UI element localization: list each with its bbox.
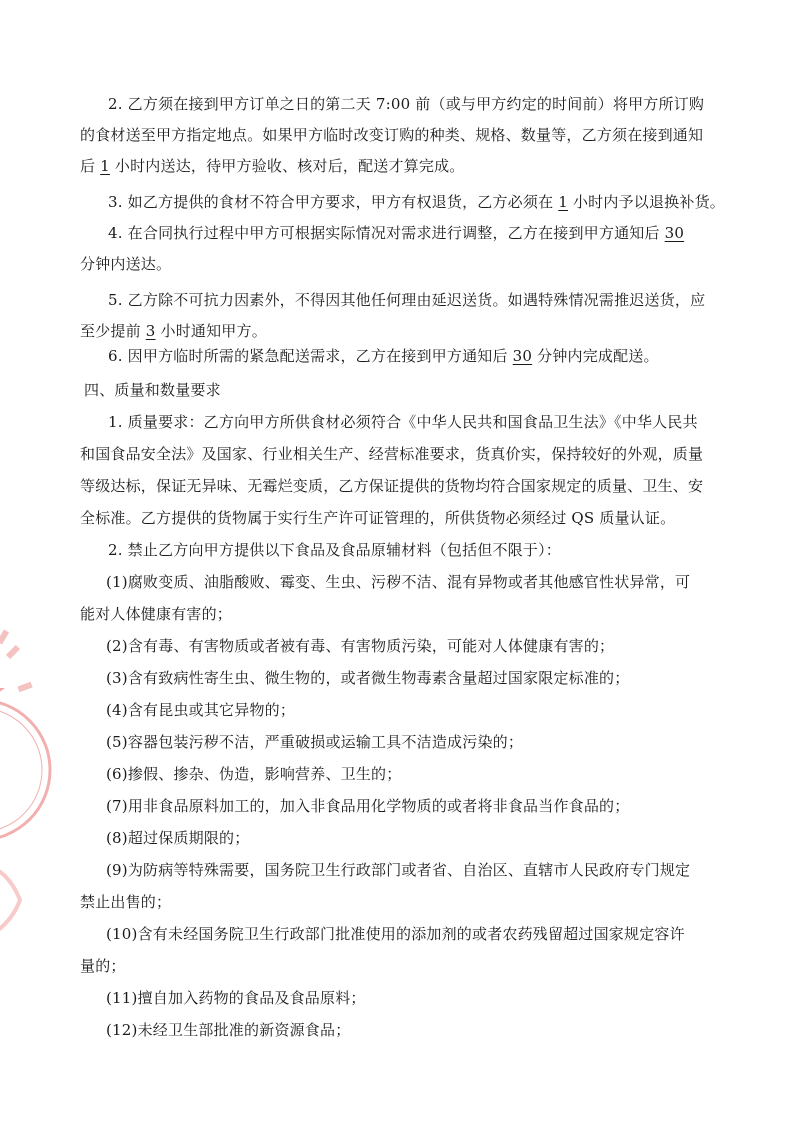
delivery-item-5-line-2 [80, 321, 267, 341]
prohibited-item-1-line-2: 能对人体健康有害的； [80, 605, 233, 623]
underlined-number: 1 [558, 193, 569, 211]
delivery-item-3 [108, 192, 725, 212]
text-segment: 小时通知甲方。 [155, 322, 267, 340]
text-segment: 6. 因甲方临时所需的紧急配送需求，乙方在接到甲方通知后 [108, 347, 513, 365]
text-segment: 至少提前 [80, 322, 146, 340]
text-segment: 小时内送达，待甲方验收、核对后，配送才算完成。 [109, 157, 465, 175]
official-seal [0, 600, 55, 960]
prohibited-item-12: (12)未经卫生部批准的新资源食品； [106, 1021, 351, 1039]
prohibited-item-2: (2)含有毒、有害物质或者被有毒、有害物质污染，可能对人体健康有害的； [106, 637, 615, 655]
text-segment: 分钟内完成配送。 [532, 347, 659, 365]
delivery-item-2-line-1: 2. 乙方须在接到甲方订单之日的第二天 7:00 前（或与甲方约定的时间前）将甲方所订购 [108, 95, 705, 113]
prohibited-items-intro: 2. 禁止乙方向甲方提供以下食品及食品原辅材料（包括但不限于）： [108, 541, 561, 559]
prohibited-item-8: (8)超过保质期限的； [106, 829, 250, 847]
prohibited-item-7: (7)用非食品原料加工的，加入非食品用化学物质的或者将非食品当作食品的； [106, 797, 630, 815]
prohibited-item-3: (3)含有致病性寄生虫、微生物的，或者微生物毒素含量超过国家限定标准的； [106, 669, 630, 687]
prohibited-item-10-line-1: (10)含有未经国务院卫生行政部门批准使用的添加剂的或者农药残留超过国家规定容许 [106, 925, 685, 943]
text-segment: 3. 如乙方提供的食材不符合甲方要求，甲方有权退货，乙方必须在 [108, 193, 559, 211]
underlined-number: 30 [512, 347, 533, 365]
prohibited-item-4: (4)含有昆虫或其它异物的； [106, 701, 296, 719]
prohibited-item-9-line-2: 禁止出售的； [80, 893, 172, 911]
text-segment: 后 [80, 157, 101, 175]
delivery-item-6 [108, 346, 659, 366]
quality-requirement-line-4: 全标准。乙方提供的货物属于实行生产许可证管理的，所供货物必须经过 QS 质量认证。 [80, 509, 676, 527]
prohibited-item-5: (5)容器包装污秽不洁，严重破损或运输工具不洁造成污染的； [106, 733, 524, 751]
prohibited-item-6: (6)掺假、掺杂、伪造，影响营养、卫生的； [106, 765, 402, 783]
prohibited-item-9-line-1: (9)为防病等特殊需要，国务院卫生行政部门或者省、自治区、直辖市人民政府专门规定 [106, 861, 691, 879]
text-segment: 小时内予以退换补货。 [568, 193, 725, 211]
underlined-number: 30 [664, 224, 685, 242]
underlined-number: 1 [100, 157, 110, 175]
prohibited-item-10-line-2: 量的； [80, 957, 126, 975]
quality-requirement-line-2: 和国食品安全法》及国家、行业相关生产、经营标准要求，货真价实，保持较好的外观，质量 [80, 445, 704, 463]
section-4-heading: 四、质量和数量要求 [84, 381, 221, 399]
quality-requirement-line-1: 1. 质量要求：乙方向甲方所供食材必须符合《中华人民共和国食品卫生法》《中华人民共 [108, 413, 698, 431]
delivery-item-5-line-1: 5. 乙方除不可抗力因素外，不得因其他任何理由延迟送货。如遇特殊情况需推迟送货，应 [108, 291, 706, 309]
prohibited-item-1-line-1: (1)腐败变质、油脂酸败、霉变、生虫、污秽不洁、混有异物或者其他感官性状异常，可 [106, 573, 691, 591]
delivery-item-4-line-1 [108, 223, 684, 243]
underlined-number: 3 [145, 322, 156, 340]
delivery-item-2-line-2: 的食材送至甲方指定地点。如果甲方临时改变订购的种类、规格、数量等，乙方须在接到通知 [80, 126, 704, 144]
quality-requirement-line-3: 等级达标，保证无异味、无霉烂变质，乙方保证提供的货物均符合国家规定的质量、卫生、安 [80, 477, 704, 495]
prohibited-item-11: (11)擅自加入药物的食品及食品原料； [106, 989, 366, 1007]
text-segment: 4. 在合同执行过程中甲方可根据实际情况对需求进行调整，乙方在接到甲方通知后 [108, 224, 665, 242]
delivery-item-4-line-2: 分钟内送达。 [80, 255, 172, 273]
delivery-item-2-line-3 [80, 156, 465, 176]
